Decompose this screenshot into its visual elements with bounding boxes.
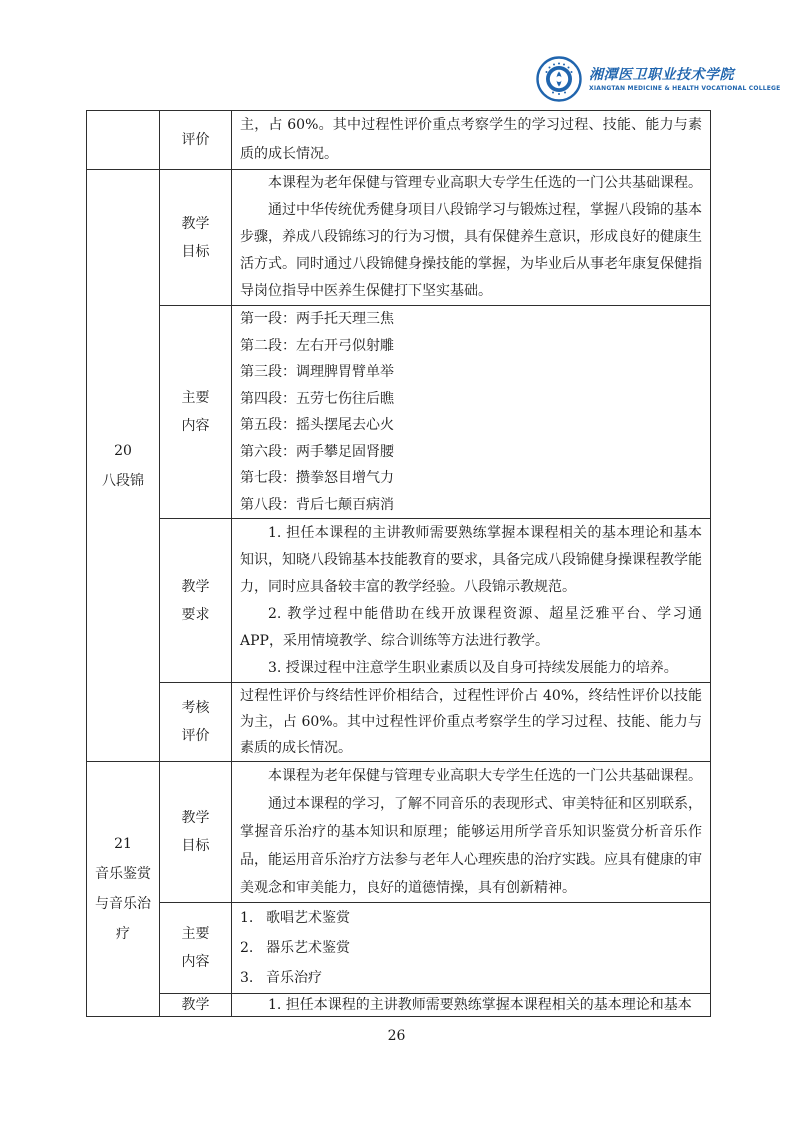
section-label-require-20: 教学要求 — [160, 519, 232, 683]
goal-content-20 — [232, 170, 711, 306]
section-label-content-20: 主要内容 — [160, 306, 232, 519]
section-label-teach-21: 教学 — [160, 994, 232, 1017]
course-20-id-cell — [87, 170, 160, 762]
require-content-20 — [232, 519, 711, 683]
list-item: 1. 歌唱艺术鉴赏 — [240, 910, 350, 926]
paragraph: 1. 担任本课程的主讲教师需要熟练掌握本课程相关的基本理论和基本 — [268, 997, 692, 1013]
list-item: 第八段：背后七颠百病消 — [240, 496, 394, 513]
content-list-20 — [232, 306, 711, 519]
empty-cell — [87, 111, 160, 170]
row-course21-content — [87, 903, 711, 994]
row-course21-teach — [87, 994, 711, 1017]
paragraph: 过程性评价与终结性评价相结合，过程性评价占 40%，终结性评价以技能为主，占 60%。其中过程性评价重点考察学生的学习过程、技能、能力与素质的成长情况。 — [240, 688, 702, 756]
course-title: 八段锦 — [102, 472, 144, 489]
paragraph: 1. 担任本课程的主讲教师需要熟练掌握本课程相关的基本理论和基本知识，知晓八段锦基本技能教育的要求，具备完成八段锦健身操课程教学能力，同时应具备较丰富的教学经验。八段锦示教规范。 — [240, 524, 702, 595]
college-name-en: XIANGTAN MEDICINE & HEALTH VOCATIONAL COLLEGE — [589, 85, 781, 92]
list-item: 第六段：两手攀足固肾腰 — [240, 443, 394, 460]
content-list-21 — [232, 903, 711, 994]
list-item: 第二段：左右开弓似射雕 — [240, 337, 394, 354]
row-course20-assess — [87, 683, 711, 762]
course-number: 20 — [114, 442, 132, 459]
college-emblem-icon — [536, 56, 582, 102]
list-item: 第五段：摇头摆尾去心火 — [240, 417, 394, 433]
row-course20-goal — [87, 170, 711, 306]
list-item: 3. 音乐治疗 — [240, 970, 322, 986]
paragraph: 通过中华传统优秀健身项目八段锦学习与锻炼过程，掌握八段锦的基本步骤，养成八段锦练习的行为习惯，具有保健养生意识，形成良好的健康生活方式。同时通过八段锦健身操技能的掌握，为毕业后从事老年康复保健指导岗位指导中医养生保健打下坚实基础。 — [240, 202, 702, 299]
course-syllabus-table — [86, 110, 711, 1017]
course-number: 21 — [114, 836, 132, 852]
eval-carryover-content — [232, 111, 711, 170]
paragraph: 本课程为老年保健与管理专业高职大专学生任选的一门公共基础课程。 — [268, 175, 702, 191]
course-21-id-cell — [87, 762, 160, 1017]
assess-content-20 — [232, 683, 711, 762]
list-item: 第四段：五劳七伤往后瞧 — [240, 390, 394, 407]
goal-content-21 — [232, 762, 711, 903]
list-item: 第七段：攒拳怒目增气力 — [240, 470, 394, 486]
college-name — [589, 65, 780, 93]
paragraph: 主，占 60%。其中过程性评价重点考察学生的学习过程、技能、能力与素质的成长情况。 — [240, 117, 702, 162]
section-label-assess-20: 考核评价 — [160, 683, 232, 762]
list-item: 第一段：两手托天理三焦 — [240, 311, 394, 327]
row-carryover — [87, 111, 711, 170]
section-label-goal-21: 教学目标 — [160, 762, 232, 903]
row-course21-goal — [87, 762, 711, 903]
college-logo — [536, 56, 780, 102]
row-course20-content — [87, 306, 711, 519]
page-number: 26 — [387, 1028, 406, 1044]
teach-content-21 — [232, 994, 711, 1017]
college-name-cn: 湘潭医卫职业技术学院 — [589, 67, 734, 83]
section-label-eval-carryover: 评价 — [160, 111, 232, 170]
list-item: 2. 器乐艺术鉴赏 — [240, 940, 350, 956]
section-label-goal-20: 教学目标 — [160, 170, 232, 306]
paragraph: 2. 教学过程中能借助在线开放课程资源、超星泛雅平台、学习通 APP，采用情境教学、综合训练等方法进行教学。 — [240, 605, 702, 649]
paragraph: 本课程为老年保健与管理专业高职大专学生任选的一门公共基础课程。 — [268, 768, 702, 784]
list-item: 第三段：调理脾胃臂单举 — [240, 364, 394, 380]
paragraph: 3. 授课过程中注意学生职业素质以及自身可持续发展能力的培养。 — [268, 659, 678, 676]
course-title: 音乐鉴赏与音乐治疗 — [95, 866, 151, 942]
paragraph: 通过本课程的学习，了解不同音乐的表现形式、审美特征和区别联系，掌握音乐治疗的基本知识和原理；能够运用所学音乐知识鉴赏分析音乐作品，能运用音乐治疗方法参与老年人心理疾患的治疗实践。应具有健康的审美观念和审美能力，良好的道德情操，具有创新精神。 — [240, 796, 702, 896]
row-course20-require — [87, 519, 711, 683]
section-label-content-21: 主要内容 — [160, 903, 232, 994]
